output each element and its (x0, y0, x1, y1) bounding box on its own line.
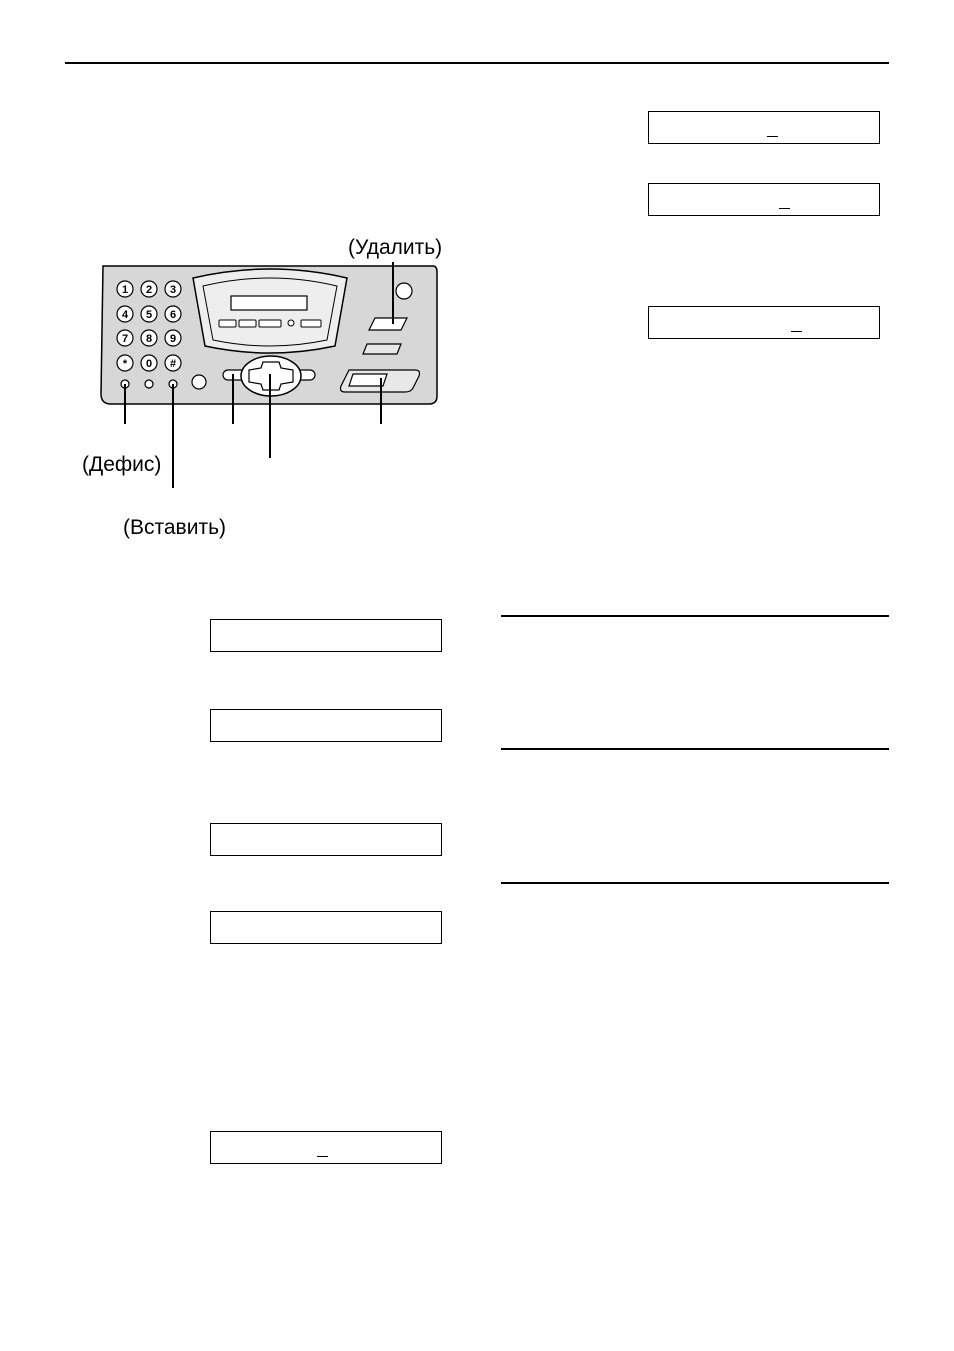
svg-text:*: * (122, 358, 128, 370)
top-right-button (396, 283, 412, 299)
svg-text:5: 5 (145, 309, 153, 321)
section-rule-2 (501, 748, 889, 750)
section-rule-1 (501, 615, 889, 617)
svg-text:7: 7 (121, 333, 129, 345)
svg-text:0: 0 (145, 358, 153, 370)
display-box-3 (648, 306, 880, 339)
display-box-7 (210, 911, 442, 944)
svg-text:#: # (169, 358, 177, 370)
header-rule (65, 62, 889, 64)
display-box-2 (648, 183, 880, 216)
display-box-1 (648, 111, 880, 144)
svg-text:9: 9 (169, 333, 177, 345)
display-cursor (767, 136, 778, 138)
display-cursor (317, 1156, 328, 1158)
svg-text:6: 6 (169, 309, 177, 321)
delete-label: (Удалить) (348, 236, 443, 259)
svg-text:1: 1 (121, 284, 129, 296)
svg-text:4: 4 (121, 309, 129, 321)
hyphen-label: (Дефис) (82, 453, 162, 476)
svg-text:2: 2 (145, 284, 153, 296)
svg-text:3: 3 (169, 284, 177, 296)
display-box-6 (210, 823, 442, 856)
display-box-4 (210, 619, 442, 652)
display-cursor (791, 331, 802, 333)
delete-button (369, 318, 407, 330)
insert-label: (Вставить) (123, 516, 227, 539)
display-cursor (779, 208, 790, 210)
display-buttons (219, 320, 321, 327)
hyphen-leader (124, 384, 126, 424)
display-box-8 (210, 1131, 442, 1164)
set-leader (380, 378, 382, 424)
section-rule-3 (501, 882, 889, 884)
display-screen (231, 296, 307, 310)
nav-left-leader (232, 374, 234, 424)
nav-center-leader (269, 374, 271, 458)
stop-button (363, 344, 401, 354)
svg-text:8: 8 (145, 333, 153, 345)
insert-leader (172, 384, 174, 488)
delete-leader (392, 262, 394, 324)
display-box-5 (210, 709, 442, 742)
